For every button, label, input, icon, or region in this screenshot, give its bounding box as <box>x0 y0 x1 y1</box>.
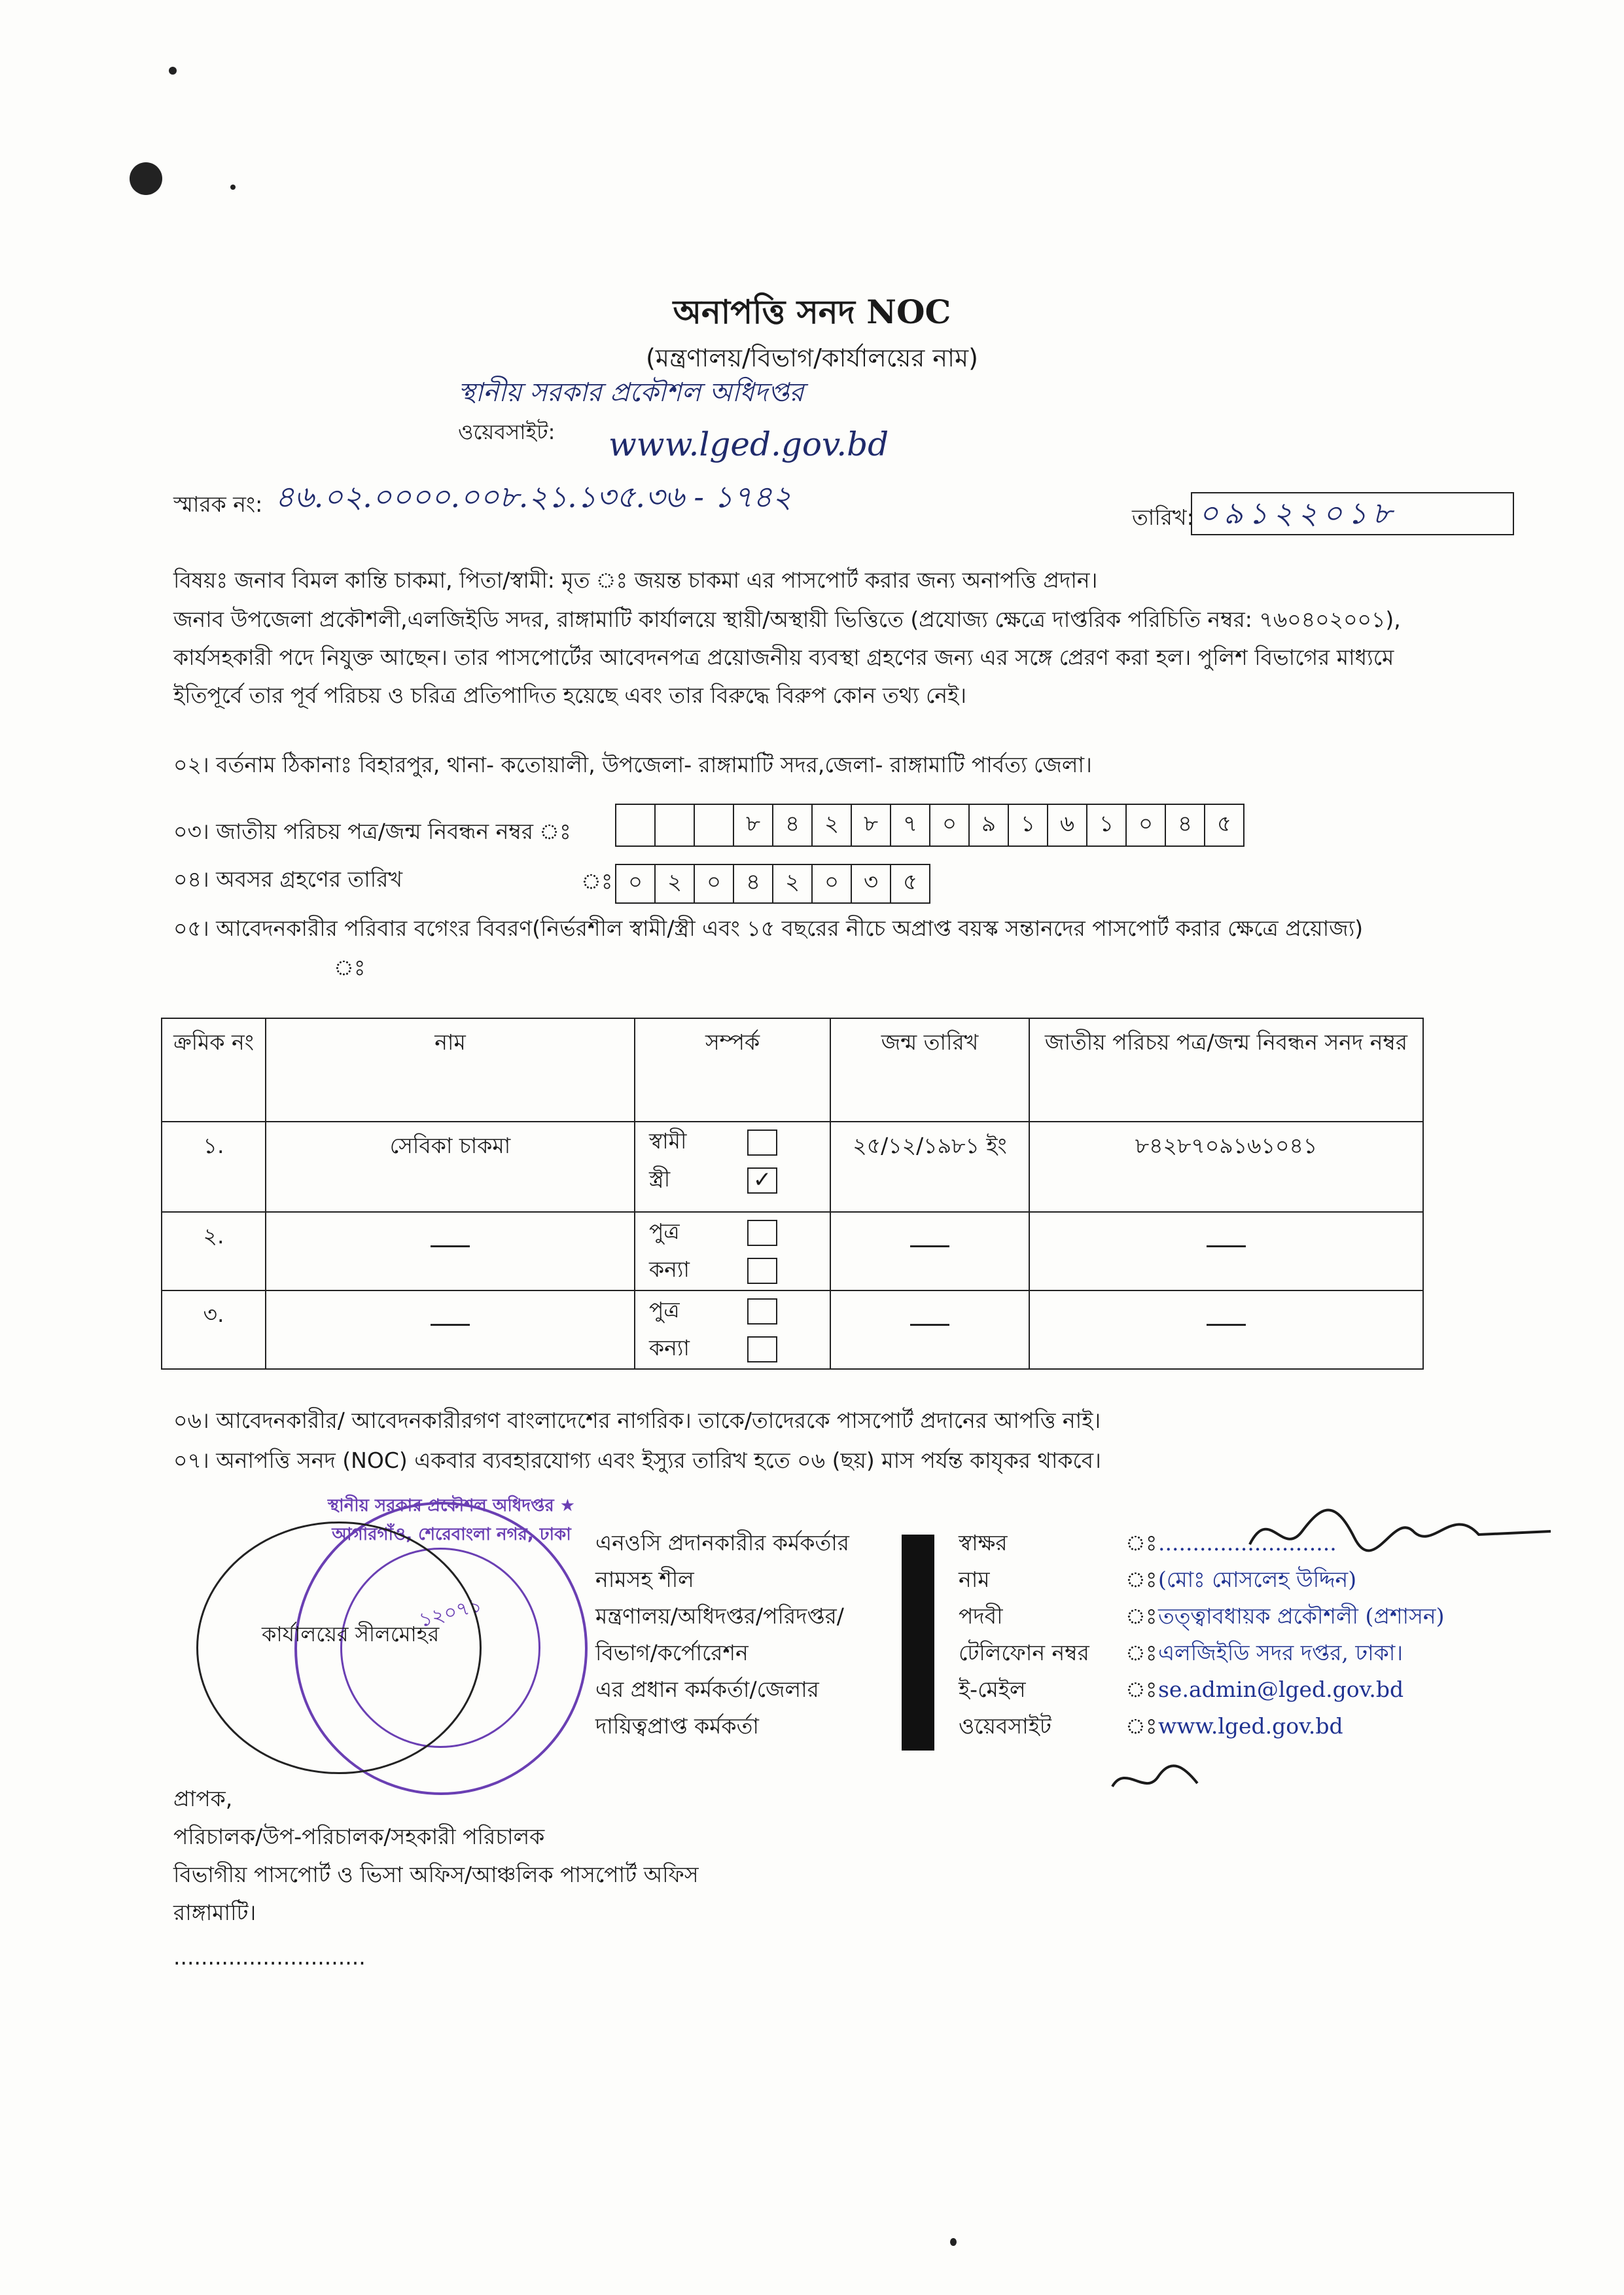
stamp-area-label: কার্যালয়ের সীলমোহর <box>262 1622 440 1646</box>
memo-number: ৪৬.০২.০০০০.০০৮.২১.১৩৫.৩৬ - ১৭৪২ <box>275 479 792 514</box>
digit-cell: ৮ <box>851 804 891 846</box>
signature-field-value: www.lged.gov.bd <box>1158 1713 1343 1739</box>
nid-digit-grid <box>615 804 1244 847</box>
name-cell <box>266 1212 635 1290</box>
website-handwritten: www.lged.gov.bd <box>609 425 889 463</box>
issuer-line: মন্ত্রণালয়/অধিদপ্তর/পরিদপ্তর/ <box>595 1603 844 1629</box>
signature-field-row <box>959 1708 1587 1745</box>
issuer-line: দায়িত্বপ্রাপ্ত কর্মকর্তা <box>595 1713 759 1739</box>
dob-cell <box>830 1290 1029 1369</box>
signature-field-colon: ঃ <box>1125 1567 1157 1592</box>
dob-cell <box>830 1212 1029 1290</box>
relation-checkbox[interactable] <box>747 1220 777 1246</box>
empty-dash <box>1207 1245 1246 1247</box>
empty-dash <box>910 1324 949 1326</box>
relation-cell <box>635 1122 830 1212</box>
relation-option <box>649 1291 829 1329</box>
table-row <box>162 1122 1423 1212</box>
relation-label: কন্যা <box>649 1335 690 1361</box>
empty-dash <box>1207 1324 1246 1326</box>
item-02-address: ০২। বর্তনাম ঠিকানাঃ বিহারপুর, থানা- কতোয়ালী, উপজেলা- রাঙ্গামাটি সদর,জেলা- রাঙ্গামাটি পার্বত্য জেলা। <box>173 752 1092 777</box>
speck <box>230 185 236 190</box>
punch-hole <box>130 162 162 195</box>
digit-cell: ৪ <box>1165 804 1205 846</box>
digit-cell: ১ <box>1008 804 1048 846</box>
item-04-colon: ঃ <box>581 868 613 894</box>
relation-cell <box>635 1290 830 1369</box>
signature-field-row <box>959 1598 1587 1635</box>
col-header-dob: জন্ম তারিখ <box>830 1018 1029 1122</box>
col-header-serial: ক্রমিক নং <box>162 1018 266 1122</box>
digit-cell: ৭ <box>891 804 930 846</box>
signature-field-label: নাম <box>959 1567 990 1592</box>
item-05-label: ০৫। আবেদনকারীর পরিবার বগেংর বিবরণ(নির্ভরশীল স্বামী/স্ত্রী এবং ১৫ বছরের নীচে অপ্রাপ্ত বয়স্ক সন্তানদের পাসপোর্ট করার ক্ষেত্রে প্রয়োজ্য) <box>173 916 1364 941</box>
empty-dash <box>431 1245 470 1247</box>
subject-line: বিষয়ঃ জনাব বিমল কান্তি চাকমা, পিতা/স্বামী: মৃত ঃ জয়ন্ত চাকমা এর পাসপোর্ট করার জন্য অনাপত্তি প্রদান। <box>173 567 1098 593</box>
col-header-nid: জাতীয় পরিচয় পত্র/জন্ম নিবন্ধন সনদ নম্বর <box>1029 1018 1423 1122</box>
relation-option <box>649 1251 829 1289</box>
document-title: অনাপত্তি সনদ NOC <box>673 293 951 331</box>
recipient-line: প্রাপক, <box>173 1786 233 1811</box>
relation-label: কন্যা <box>649 1256 690 1282</box>
office-name-handwritten: স্থানীয় সরকার প্রকৌশল অধিদপ্তর <box>458 378 804 408</box>
website-label: ওয়েবসাইট: <box>458 419 556 444</box>
speck <box>950 2238 957 2246</box>
digit-cell: ০ <box>930 804 969 846</box>
black-bar <box>902 1535 934 1751</box>
nid-cell <box>1029 1290 1423 1369</box>
recipient-dots: ............................ <box>173 1944 366 1970</box>
digit-cell: ৬ <box>1048 804 1087 846</box>
recipient-line: রাঙ্গামাটি। <box>173 1900 256 1925</box>
relation-option <box>649 1329 829 1367</box>
date-value: ০৯১২২০১৮ <box>1199 495 1398 531</box>
item-03-label: ০৩। জাতীয় পরিচয় পত্র/জন্ম নিবন্ধন নম্বর ঃ <box>173 819 571 844</box>
table-header-row <box>162 1018 1423 1122</box>
digit-cell: ৩ <box>851 864 891 903</box>
name-cell: সেবিকা চাকমা <box>266 1122 635 1212</box>
signature-field-value: se.admin@lged.gov.bd <box>1158 1677 1404 1702</box>
relation-checkbox[interactable] <box>747 1298 777 1325</box>
name-cell <box>266 1290 635 1369</box>
item-05-colon: ঃ <box>334 955 366 980</box>
signature-field-colon: ঃ <box>1125 1640 1157 1665</box>
relation-cell <box>635 1212 830 1290</box>
digit-cell: ৮ <box>733 804 773 846</box>
recipient-line: পরিচালক/উপ-পরিচালক/সহকারী পরিচালক <box>173 1824 545 1849</box>
issuer-line: এর প্রধান কর্মকর্তা/জেলার <box>595 1677 819 1702</box>
table-row <box>162 1290 1423 1369</box>
digit-cell: ৪ <box>773 804 812 846</box>
digit-cell <box>655 804 694 846</box>
signature-field-value: (মোঃ মোসলেহ উদ্দিন) <box>1158 1567 1357 1592</box>
office-seal-date: ১২০৭১ <box>416 1593 485 1633</box>
relation-checkbox[interactable] <box>747 1336 777 1362</box>
item-06-citizenship: ০৬। আবেদনকারীর/ আবেদনকারীরগণ বাংলাদেশের নাগরিক। তাকে/তাদেরকে পাসপোর্ট প্রদানের আপত্তি নাই। <box>173 1408 1101 1433</box>
relation-option <box>649 1122 829 1160</box>
family-table <box>161 1018 1424 1370</box>
signature-field-row <box>959 1671 1587 1708</box>
signature-field-label: ই-মেইল <box>959 1677 1026 1702</box>
digit-cell: ০ <box>812 864 851 903</box>
digit-cell: ২ <box>773 864 812 903</box>
serial-cell: ২. <box>162 1212 266 1290</box>
nid-cell <box>1029 1212 1423 1290</box>
body-paragraph: জনাব উপজেলা প্রকৌশলী,এলজিইডি সদর, রাঙ্গামাটি কার্যালয়ে স্থায়ী/অস্থায়ী ভিত্তিতে (প্রযোজ্য ক্ষেত্রে দাপ্তরিক পরিচিতি নম্বর: ৭৬০৪০২০০১), কার্যসহকারী পদে নিযুক্ত আছেন। তার পাসপোর্টের আবেদনপত্র প্রয়োজনীয় ব্যবস্থা গ্রহণের জন্য এর সঙ্গে প্রেরণ করা হল। পুলিশ বিভাগের মাধ্যমে ইতিপূর্বে তার পূর্ব পরিচয় ও চরিত্র প্রতিপাদিত হয়েছে এবং তার বিরুদ্ধে বিরুপ কোন তথ্য নেই। <box>173 607 1401 708</box>
nid-cell: ৮৪২৮৭০৯১৬১০৪১ <box>1029 1122 1423 1212</box>
relation-label: পুত্র <box>649 1219 680 1244</box>
signature-field-label: টেলিফোন নম্বর <box>959 1640 1089 1665</box>
signature-field-label: ওয়েবসাইট <box>959 1713 1051 1739</box>
table-row <box>162 1212 1423 1290</box>
signature-field-label: স্বাক্ষর <box>959 1530 1008 1556</box>
relation-checkbox[interactable]: ✓ <box>747 1167 777 1194</box>
recipient-block <box>173 1780 1089 1976</box>
digit-cell: ০ <box>1126 804 1165 846</box>
relation-label: স্ত্রী <box>649 1166 671 1192</box>
signature-field-value: .......................... <box>1158 1530 1337 1556</box>
item-04-label: ০৪। অবসর গ্রহণের তারিখ <box>173 866 403 892</box>
serial-cell: ৩. <box>162 1290 266 1369</box>
relation-checkbox[interactable] <box>747 1258 777 1284</box>
relation-checkbox[interactable] <box>747 1130 777 1156</box>
digit-cell: ২ <box>655 864 694 903</box>
relation-label: স্বামী <box>649 1128 687 1154</box>
digit-cell: ০ <box>694 864 733 903</box>
digit-cell: ৫ <box>1205 804 1244 846</box>
relation-option <box>649 1213 829 1251</box>
document-subtitle: (মন্ত্রণালয়/বিভাগ/কার্যালয়ের নাম) <box>646 344 978 372</box>
digit-cell: ৫ <box>891 864 930 903</box>
item-07-validity: ০৭। অনাপত্তি সনদ (NOC) একবার ব্যবহারযোগ্য এবং ইস্যুর তারিখ হতে ০৬ (ছয়) মাস পর্যন্ত কাযৃকর থাকবে। <box>173 1448 1101 1473</box>
signature-field-label: পদবী <box>959 1603 1003 1629</box>
signature-field-colon: ঃ <box>1125 1713 1157 1739</box>
relation-option <box>649 1160 829 1198</box>
issuer-description <box>595 1525 896 1745</box>
serial-cell: ১. <box>162 1122 266 1212</box>
digit-cell <box>616 804 655 846</box>
handwritten-initial <box>1106 1760 1204 1800</box>
signature-field-colon: ঃ <box>1125 1677 1157 1702</box>
recipient-line: বিভাগীয় পাসপোর্ট ও ভিসা অফিস/আঞ্চলিক পাসপোর্ট অফিস <box>173 1862 699 1887</box>
col-header-relation: সম্পর্ক <box>635 1018 830 1122</box>
signature-field-colon: ঃ <box>1125 1530 1157 1556</box>
issuer-line: নামসহ শীল <box>595 1567 694 1592</box>
dob-cell: ২৫/১২/১৯৮১ ইং <box>830 1122 1029 1212</box>
retirement-date-grid <box>615 864 930 904</box>
office-seal-ring-text: স্থানীয় সরকার প্রকৌশল অধিদপ্তর ★ আগারগাঁও, শেরেবাংলা নগর, ঢাকা <box>327 1496 576 1544</box>
date-label: তারিখ: <box>1132 505 1194 530</box>
signature-field-colon: ঃ <box>1125 1603 1157 1629</box>
digit-cell: ০ <box>616 864 655 903</box>
relation-label: পুত্র <box>649 1297 680 1323</box>
memo-label: স্মারক নং: <box>173 491 263 517</box>
speck <box>169 67 177 75</box>
col-header-name: নাম <box>266 1018 635 1122</box>
signature-field-row <box>959 1561 1587 1598</box>
handwritten-signature <box>1243 1492 1557 1564</box>
digit-cell: ২ <box>812 804 851 846</box>
signature-field-row <box>959 1635 1587 1671</box>
empty-dash <box>431 1324 470 1326</box>
digit-cell <box>694 804 733 846</box>
digit-cell: ৯ <box>969 804 1008 846</box>
empty-dash <box>910 1245 949 1247</box>
signature-field-value: এলজিইডি সদর দপ্তর, ঢাকা। <box>1158 1640 1403 1665</box>
date-box <box>1191 492 1514 535</box>
digit-cell: ১ <box>1087 804 1126 846</box>
issuer-line: বিভাগ/কর্পোরেশন <box>595 1640 749 1665</box>
digit-cell: ৪ <box>733 864 773 903</box>
signature-field-value: তত্ত্বাবধায়ক প্রকৌশলী (প্রশাসন) <box>1158 1603 1445 1629</box>
issuer-line: এনওসি প্রদানকারীর কর্মকর্তার <box>595 1530 849 1556</box>
